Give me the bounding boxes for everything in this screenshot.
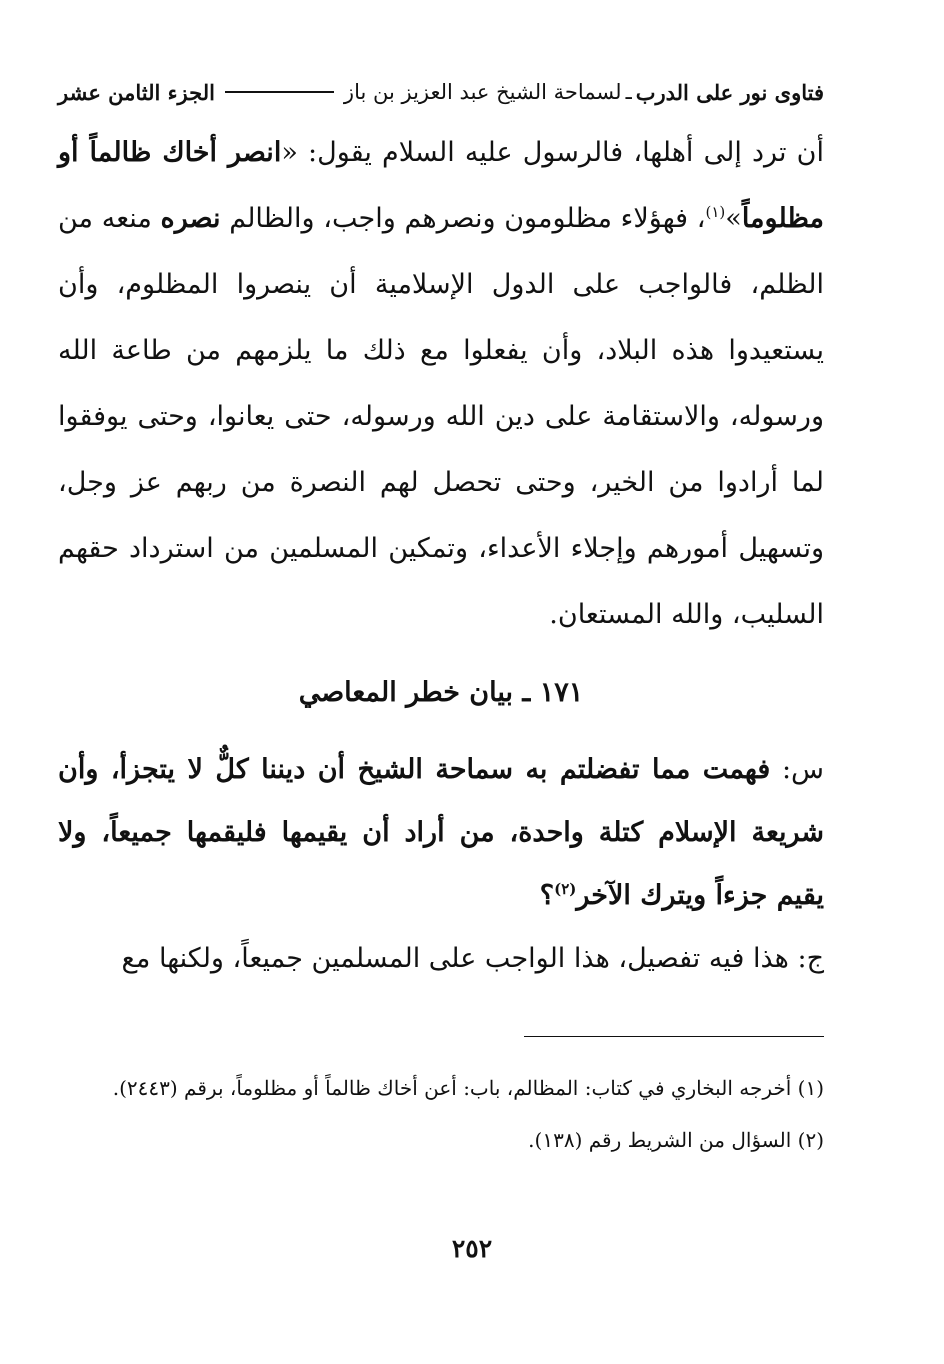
book-author: لسماحة الشيخ عبد العزيز بن باز bbox=[343, 80, 622, 104]
footnote-text: أخرجه البخاري في كتاب: المظالم، باب: أعن أخاك ظالماً أو مظلوماً، برقم (٢٤٤٣). bbox=[112, 1076, 798, 1100]
volume-label: الجزء الثامن عشر bbox=[58, 79, 215, 105]
header-rule bbox=[225, 91, 334, 93]
body-text-mid: ، فهؤلاء مظلومون ونصرهم واجب، والظالم bbox=[220, 203, 706, 234]
footnote-2 bbox=[58, 1114, 824, 1166]
running-header bbox=[58, 72, 824, 112]
answer bbox=[58, 927, 824, 990]
footnote-ref-2: (٢) bbox=[554, 880, 577, 898]
footnote-number: (٢) bbox=[797, 1128, 824, 1152]
quote-close: » bbox=[725, 203, 742, 234]
body-text-start: أن ترد إلى أهلها، فالرسول عليه السلام يقول: « bbox=[281, 137, 824, 168]
hadith-quote: انصر أخاك ظالماً أو مظلوماً bbox=[58, 137, 824, 234]
emphasized-word: نصره bbox=[160, 203, 221, 234]
answer-label: ج: bbox=[788, 943, 824, 974]
footnote-number: (١) bbox=[797, 1076, 824, 1100]
question-label: س: bbox=[770, 754, 825, 785]
header-dash: ـ bbox=[625, 80, 632, 104]
body-text-end: منعه من الظلم، فالواجب على الدول الإسلامية أن ينصروا المظلوم، وأن يستعيدوا هذه البلاد، وأن يفعلوا مع ذلك ما يلزمهم من طاعة الله ورسوله، والاستقامة على دين الله ورسوله، حتى يعانوا، وحتى يوفقوا لما أرادوا من الخير، وحتى تحصل لهم النصرة من ربهم عز وجل، وتسهيل أمورهم وإجلاء الأعداء، وتمكين المسلمين من استرداد حقهم السليب، والله المستعان. bbox=[58, 203, 824, 630]
footnote-1 bbox=[58, 1062, 824, 1114]
footnotes bbox=[58, 1062, 824, 1166]
book-series-title: فتاوى نور على الدرب bbox=[635, 79, 824, 105]
question-answer-block bbox=[58, 738, 824, 990]
footnote-separator bbox=[524, 1036, 824, 1037]
footnote-ref-1: (١) bbox=[705, 203, 726, 221]
body-paragraph bbox=[58, 120, 824, 648]
question bbox=[58, 738, 824, 927]
question-mark: ؟ bbox=[539, 880, 555, 911]
answer-text: هذا فيه تفصيل، هذا الواجب على المسلمين جميعاً، ولكنها مع bbox=[121, 943, 789, 974]
footnote-text: السؤال من الشريط رقم (١٣٨). bbox=[528, 1128, 798, 1152]
page-number: ٢٥٢ bbox=[451, 1234, 493, 1263]
section-heading: ١٧١ ـ بيان خطر المعاصي bbox=[298, 677, 584, 708]
question-text: فهمت مما تفضلتم به سماحة الشيخ أن ديننا كلٌّ لا يتجزأ، وأن شريعة الإسلام كتلة واحدة، من أراد أن يقيمها فليقمها جميعاً، ولا يقيم جزءاً ويترك الآخر bbox=[58, 754, 824, 911]
